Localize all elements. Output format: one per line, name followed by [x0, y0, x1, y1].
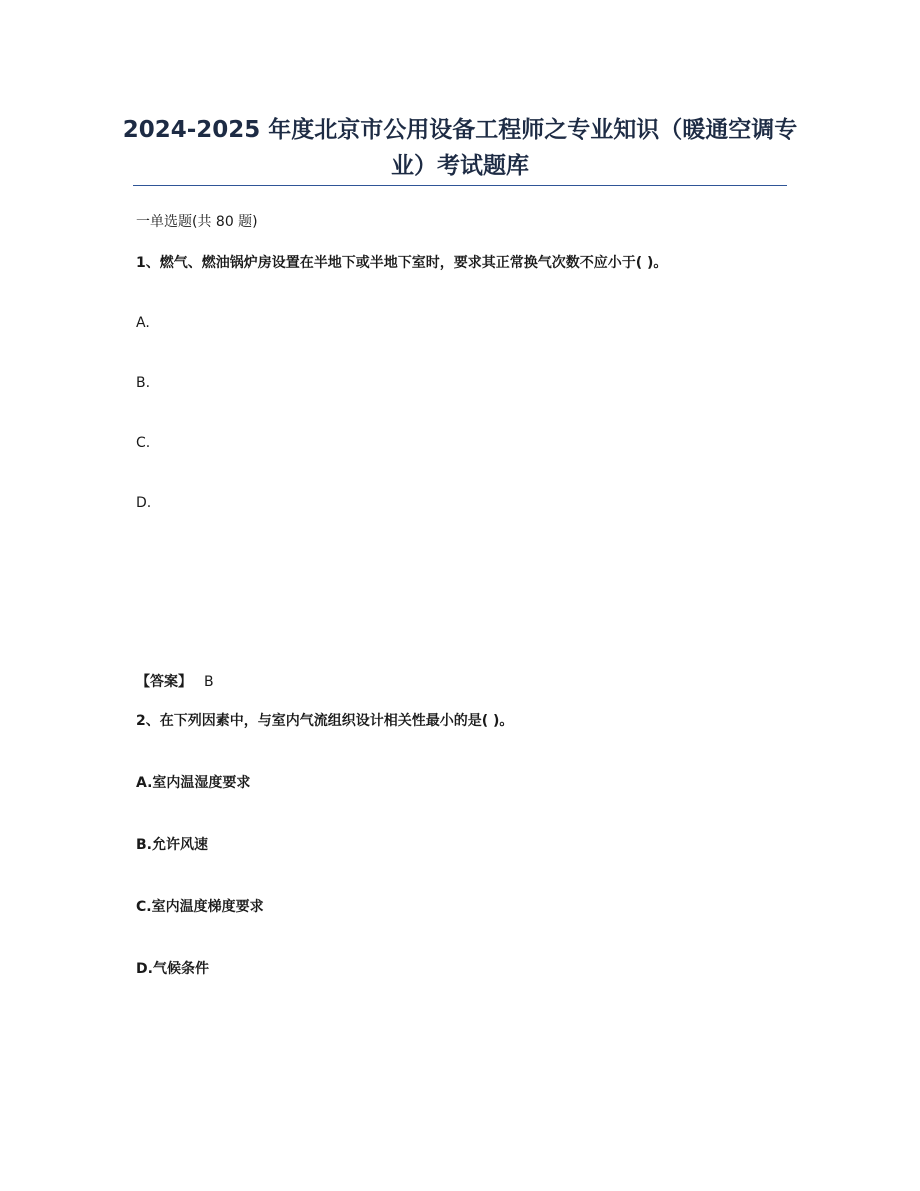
question-stem: 2、在下列因素中，与室内气流组织设计相关性最小的是( )。 — [136, 713, 514, 729]
title-underline — [133, 185, 787, 186]
option-a: A.室内温湿度要求 — [136, 775, 251, 791]
option-b: B. — [136, 375, 151, 391]
option-c: C.室内温度梯度要求 — [136, 899, 264, 915]
question-stem: 1、燃气、燃油锅炉房设置在半地下或半地下室时，要求其正常换气次数不应小于( )。 — [136, 255, 668, 271]
option-a: A. — [136, 315, 150, 331]
answer-line — [136, 672, 214, 692]
option-b: B.允许风速 — [136, 837, 208, 853]
option-d: D.气候条件 — [136, 961, 209, 977]
option-c: C. — [136, 435, 151, 451]
section-heading: 一单选题(共 80 题) — [136, 214, 258, 230]
option-d: D. — [136, 495, 152, 511]
answer-value: B — [204, 674, 214, 690]
answer-label: 【答案】 — [136, 674, 192, 690]
page-title: 2024-2025 年度北京市公用设备工程师之专业知识（暖通空调专业）考试题库 — [122, 117, 798, 179]
